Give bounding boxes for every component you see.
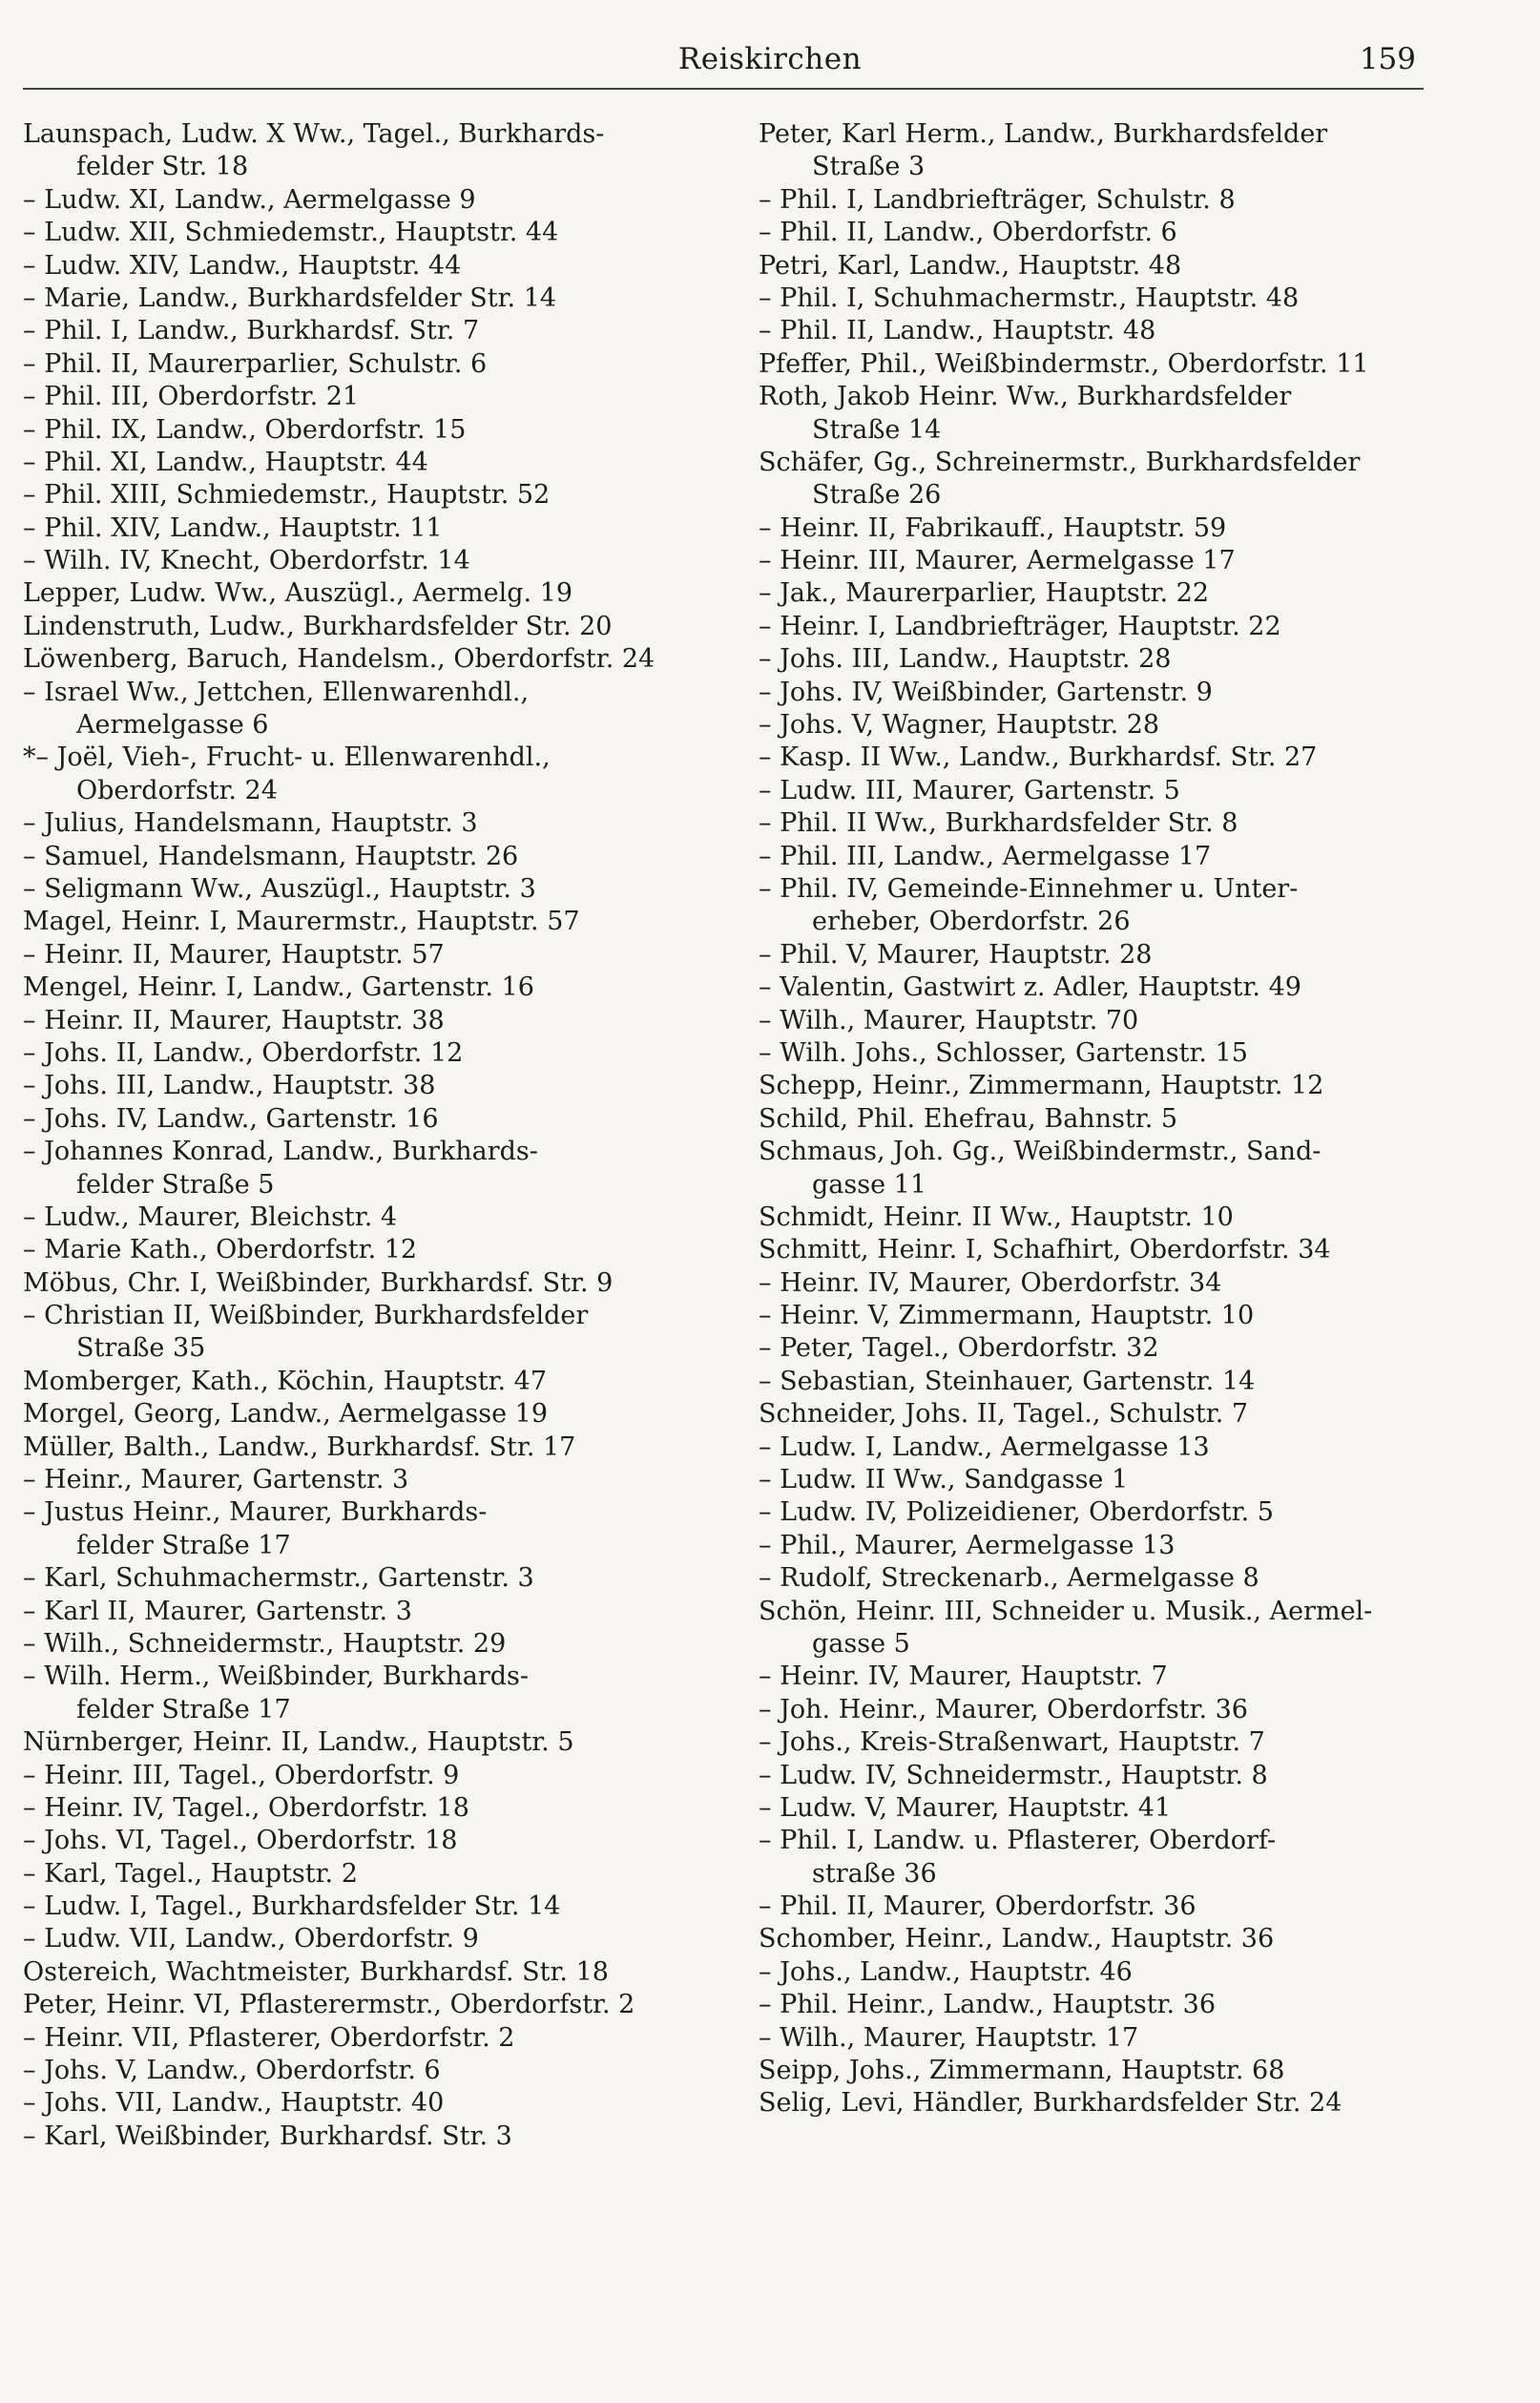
- directory-entry: Ostereich, Wachtmeister, Burkhardsf. Str. 18: [23, 1956, 609, 1987]
- directory-entry: Möbus, Chr. I, Weißbinder, Burkhardsf. Str. 9: [23, 1267, 614, 1298]
- directory-entry: – Johs., Landw., Hauptstr. 46: [759, 1956, 1133, 1987]
- directory-entry: – Julius, Handelsmann, Hauptstr. 3: [23, 808, 478, 839]
- directory-entry: – Heinr. IV, Tagel., Oberdorfstr. 18: [23, 1792, 469, 1823]
- directory-entry: – Heinr. II, Maurer, Hauptstr. 57: [23, 939, 445, 970]
- directory-entry: – Karl II, Maurer, Gartenstr. 3: [23, 1596, 412, 1626]
- directory-entry: – Wilh. Johs., Schlosser, Gartenstr. 15: [759, 1037, 1248, 1068]
- directory-entry: – Rudolf, Streckenarb., Aermelgasse 8: [759, 1563, 1259, 1594]
- directory-entry: Schmidt, Heinr. II Ww., Hauptstr. 10: [759, 1202, 1234, 1232]
- directory-entry: – Phil. IX, Landw., Oberdorfstr. 15: [23, 414, 467, 445]
- directory-entry: – Johs. VI, Tagel., Oberdorfstr. 18: [23, 1826, 458, 1856]
- directory-entry: – Phil. V, Maurer, Hauptstr. 28: [759, 939, 1153, 970]
- directory-entry: – Phil. I, Landw. u. Pflasterer, Oberdorf-: [759, 1826, 1277, 1856]
- directory-entry: – Johs., Kreis-Straßenwart, Hauptstr. 7: [759, 1727, 1265, 1758]
- directory-entry: Schmaus, Joh. Gg., Weißbindermstr., Sand-: [759, 1137, 1321, 1167]
- directory-entry: – Phil. I, Schuhmachermstr., Hauptstr. 48: [759, 282, 1300, 313]
- directory-entry: – Phil. Heinr., Landw., Hauptstr. 36: [759, 1990, 1216, 2020]
- directory-entry: Peter, Karl Herm., Landw., Burkhardsfelder: [759, 119, 1328, 149]
- directory-entry: – Heinr. IV, Maurer, Hauptstr. 7: [759, 1661, 1168, 1692]
- directory-entry: Petri, Karl, Landw., Hauptstr. 48: [759, 250, 1182, 281]
- directory-entry: Schepp, Heinr., Zimmermann, Hauptstr. 12: [759, 1071, 1324, 1101]
- directory-entry: – Marie Kath., Oberdorfstr. 12: [23, 1235, 418, 1265]
- directory-entry: – Seligmann Ww., Auszügl., Hauptstr. 3: [23, 873, 536, 904]
- directory-entry: – Ludw. IV, Schneidermstr., Hauptstr. 8: [759, 1760, 1268, 1790]
- directory-entry: – Christian II, Weißbinder, Burkhardsfelder: [23, 1301, 589, 1331]
- directory-entry: – Ludw. I, Tagel., Burkhardsfelder Str. 14: [23, 1891, 561, 1922]
- directory-entry: – Heinr. I, Landbriefträger, Hauptstr. 22: [759, 611, 1281, 641]
- directory-entry: Lindenstruth, Ludw., Burkhardsfelder Str. 20: [23, 611, 613, 641]
- directory-entry: – Peter, Tagel., Oberdorfstr. 32: [759, 1333, 1159, 1364]
- directory-entry: – Karl, Tagel., Hauptstr. 2: [23, 1858, 358, 1889]
- directory-entry: – Johs. V, Landw., Oberdorfstr. 6: [23, 2056, 441, 2086]
- directory-entry: – Ludw. IV, Polizeidiener, Oberdorfstr. 5: [759, 1497, 1274, 1528]
- directory-entry: – Phil., Maurer, Aermelgasse 13: [759, 1530, 1176, 1560]
- header-divider: [23, 88, 1424, 90]
- directory-entry: Schmitt, Heinr. I, Schafhirt, Oberdorfstr. 34: [759, 1235, 1331, 1265]
- directory-entry: Seipp, Johs., Zimmermann, Hauptstr. 68: [759, 2056, 1285, 2086]
- entry-continuation: erheber, Oberdorfstr. 26: [812, 907, 1131, 937]
- directory-entry: – Phil. II, Landw., Oberdorfstr. 6: [759, 218, 1177, 248]
- entry-continuation: felder Straße 17: [76, 1694, 291, 1724]
- directory-entry: Schneider, Johs. II, Tagel., Schulstr. 7: [759, 1399, 1249, 1430]
- directory-entry: – Valentin, Gastwirt z. Adler, Hauptstr. 49: [759, 972, 1301, 1003]
- entry-continuation: Straße 14: [812, 414, 942, 445]
- directory-entry: – Wilh., Maurer, Hauptstr. 70: [759, 1005, 1139, 1035]
- directory-entry: – Sebastian, Steinhauer, Gartenstr. 14: [759, 1366, 1256, 1396]
- entry-continuation: Straße 26: [812, 480, 942, 511]
- directory-entry: – Heinr. III, Tagel., Oberdorfstr. 9: [23, 1760, 460, 1790]
- directory-entry: Schäfer, Gg., Schreinermstr., Burkhardsfelder: [759, 447, 1361, 477]
- directory-entry: – Johs. IV, Landw., Gartenstr. 16: [23, 1103, 439, 1134]
- directory-entry: – Johs. III, Landw., Hauptstr. 38: [23, 1071, 436, 1101]
- directory-entry: – Heinr., Maurer, Gartenstr. 3: [23, 1465, 409, 1495]
- directory-entry: – Ludw., Maurer, Bleichstr. 4: [23, 1202, 398, 1232]
- entry-continuation: gasse 11: [812, 1169, 927, 1200]
- directory-entry: Mengel, Heinr. I, Landw., Gartenstr. 16: [23, 972, 534, 1003]
- directory-entry: – Justus Heinr., Maurer, Burkhards-: [23, 1497, 488, 1528]
- entry-continuation: gasse 5: [812, 1628, 910, 1659]
- directory-entry: Magel, Heinr. I, Maurermstr., Hauptstr. 57: [23, 907, 580, 937]
- directory-entry: – Karl, Schuhmachermstr., Gartenstr. 3: [23, 1563, 534, 1594]
- right-column: [759, 118, 1426, 2121]
- directory-entry: – Ludw. I, Landw., Aermelgasse 13: [759, 1431, 1210, 1462]
- directory-entry: – Karl, Weißbinder, Burkhardsf. Str. 3: [23, 2121, 512, 2151]
- directory-entry: Müller, Balth., Landw., Burkhardsf. Str. 17: [23, 1431, 576, 1462]
- directory-entry: – Phil. II, Landw., Hauptstr. 48: [759, 316, 1156, 346]
- directory-entry: Pfeffer, Phil., Weißbindermstr., Oberdorfstr. 11: [759, 348, 1369, 379]
- directory-entry: Selig, Levi, Händler, Burkhardsfelder Str. 24: [759, 2088, 1342, 2119]
- directory-entry: – Kasp. II Ww., Landw., Burkhardsf. Str. 27: [759, 742, 1318, 773]
- page-number: 159: [1359, 42, 1416, 76]
- directory-entry: – Phil. II, Maurer, Oberdorfstr. 36: [759, 1891, 1197, 1922]
- directory-entry: Launspach, Ludw. X Ww., Tagel., Burkhards-: [23, 119, 605, 149]
- directory-entry: Schön, Heinr. III, Schneider u. Musik., Aermel-: [759, 1596, 1373, 1626]
- directory-entry: – Johannes Konrad, Landw., Burkhards-: [23, 1137, 538, 1167]
- directory-entry: – Ludw. XII, Schmiedemstr., Hauptstr. 44: [23, 218, 559, 248]
- directory-entry: – Wilh., Maurer, Hauptstr. 17: [759, 2022, 1139, 2053]
- page-header-title: Reiskirchen: [677, 42, 863, 76]
- directory-entry: – Johs. IV, Weißbinder, Gartenstr. 9: [759, 677, 1213, 707]
- directory-entry: – Wilh. Herm., Weißbinder, Burkhards-: [23, 1661, 529, 1692]
- entry-continuation: Straße 35: [76, 1333, 206, 1364]
- directory-entry: Roth, Jakob Heinr. Ww., Burkhardsfelder: [759, 382, 1292, 412]
- entry-continuation: felder Straße 5: [76, 1169, 275, 1200]
- directory-entry: – Heinr. III, Maurer, Aermelgasse 17: [759, 546, 1236, 576]
- directory-entry: – Joh. Heinr., Maurer, Oberdorfstr. 36: [759, 1694, 1248, 1724]
- directory-entry: – Phil. III, Oberdorfstr. 21: [23, 382, 360, 412]
- directory-entry: Momberger, Kath., Köchin, Hauptstr. 47: [23, 1366, 548, 1396]
- directory-entry: – Johs. III, Landw., Hauptstr. 28: [759, 644, 1172, 675]
- directory-entry: Lepper, Ludw. Ww., Auszügl., Aermelg. 19: [23, 578, 573, 609]
- directory-entry: – Phil. II, Maurerparlier, Schulstr. 6: [23, 348, 488, 379]
- directory-entry: – Phil. IV, Gemeinde-Einnehmer u. Unter-: [759, 873, 1299, 904]
- directory-entry: *– Joël, Vieh-, Frucht- u. Ellenwarenhdl.,: [23, 742, 551, 773]
- directory-entry: Schild, Phil. Ehefrau, Bahnstr. 5: [759, 1103, 1178, 1134]
- directory-entry: – Ludw. III, Maurer, Gartenstr. 5: [759, 775, 1180, 805]
- entry-continuation: Oberdorfstr. 24: [76, 775, 278, 805]
- directory-entry: – Ludw. V, Maurer, Hauptstr. 41: [759, 1792, 1172, 1823]
- entry-continuation: Straße 3: [812, 152, 926, 182]
- directory-entry: – Phil. I, Landw., Burkhardsf. Str. 7: [23, 316, 480, 346]
- directory-entry: Schomber, Heinr., Landw., Hauptstr. 36: [759, 1924, 1275, 1954]
- directory-entry: Peter, Heinr. VI, Pflasterermstr., Oberdorfstr. 2: [23, 1990, 635, 2020]
- directory-entry: – Ludw. VII, Landw., Oberdorfstr. 9: [23, 1924, 479, 1954]
- left-column: [23, 118, 710, 2153]
- directory-entry: – Phil. XIV, Landw., Hauptstr. 11: [23, 512, 443, 543]
- directory-entry: – Heinr. IV, Maurer, Oberdorfstr. 34: [759, 1267, 1222, 1298]
- directory-entry: Morgel, Georg, Landw., Aermelgasse 19: [23, 1399, 548, 1430]
- directory-entry: – Wilh., Schneidermstr., Hauptstr. 29: [23, 1628, 507, 1659]
- directory-entry: – Phil. II Ww., Burkhardsfelder Str. 8: [759, 808, 1238, 839]
- directory-entry: – Phil. I, Landbriefträger, Schulstr. 8: [759, 184, 1236, 215]
- entry-continuation: felder Straße 17: [76, 1530, 291, 1560]
- directory-entry: – Ludw. XIV, Landw., Hauptstr. 44: [23, 250, 462, 281]
- directory-entry: – Phil. III, Landw., Aermelgasse 17: [759, 841, 1212, 871]
- directory-entry: – Wilh. IV, Knecht, Oberdorfstr. 14: [23, 546, 470, 576]
- entry-continuation: straße 36: [812, 1858, 937, 1889]
- directory-entry: – Israel Ww., Jettchen, Ellenwarenhdl.,: [23, 677, 530, 707]
- entry-continuation: Aermelgasse 6: [76, 710, 269, 741]
- directory-entry: – Marie, Landw., Burkhardsfelder Str. 14: [23, 282, 557, 313]
- directory-entry: – Phil. XIII, Schmiedemstr., Hauptstr. 52: [23, 480, 551, 511]
- directory-entry: – Ludw. XI, Landw., Aermelgasse 9: [23, 184, 476, 215]
- directory-entry: – Heinr. VII, Pflasterer, Oberdorfstr. 2: [23, 2022, 515, 2053]
- directory-entry: – Heinr. V, Zimmermann, Hauptstr. 10: [759, 1301, 1255, 1331]
- directory-entry: – Heinr. II, Maurer, Hauptstr. 38: [23, 1005, 445, 1035]
- entry-continuation: felder Str. 18: [76, 152, 249, 182]
- directory-entry: – Samuel, Handelsmann, Hauptstr. 26: [23, 841, 519, 871]
- directory-entry: – Ludw. II Ww., Sandgasse 1: [759, 1465, 1129, 1495]
- directory-entry: – Johs. II, Landw., Oberdorfstr. 12: [23, 1037, 464, 1068]
- directory-entry: – Johs. V, Wagner, Hauptstr. 28: [759, 710, 1160, 741]
- directory-entry: – Phil. XI, Landw., Hauptstr. 44: [23, 447, 428, 477]
- directory-entry: – Johs. VII, Landw., Hauptstr. 40: [23, 2088, 445, 2119]
- directory-entry: – Heinr. II, Fabrikauff., Hauptstr. 59: [759, 512, 1227, 543]
- directory-entry: Nürnberger, Heinr. II, Landw., Hauptstr. 5: [23, 1727, 574, 1758]
- directory-entry: – Jak., Maurerparlier, Hauptstr. 22: [759, 578, 1210, 609]
- directory-entry: Löwenberg, Baruch, Handelsm., Oberdorfstr. 24: [23, 644, 656, 675]
